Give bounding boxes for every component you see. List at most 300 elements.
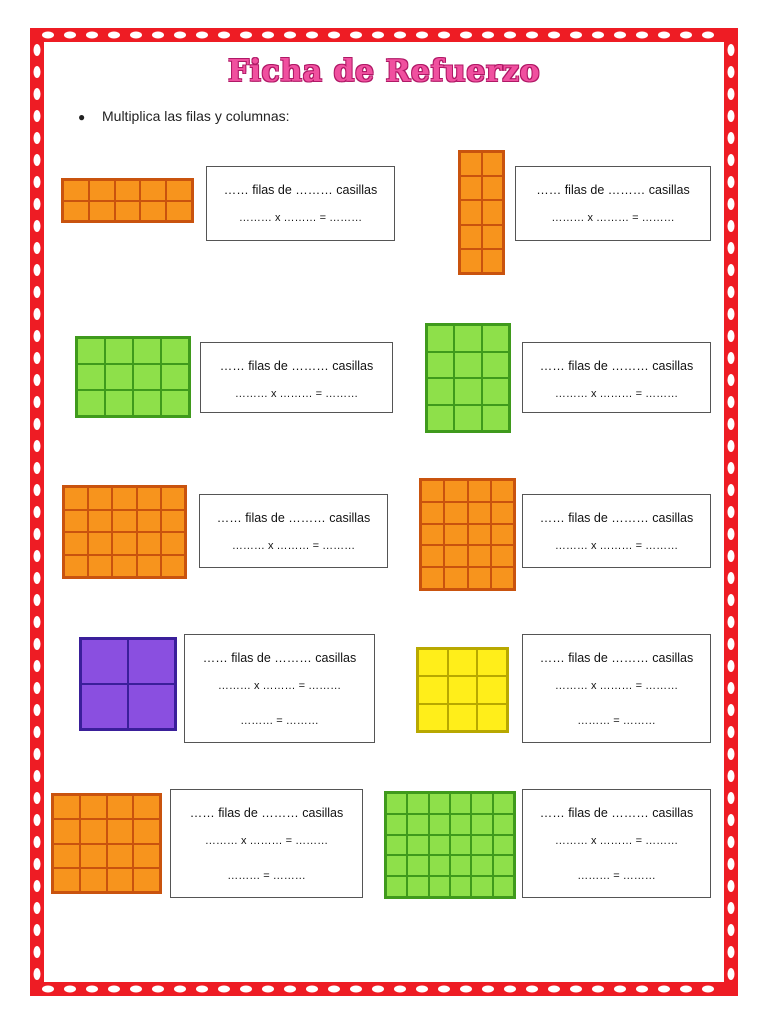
grid-cell xyxy=(386,876,407,897)
border-dot xyxy=(262,32,274,39)
border-dot xyxy=(636,986,648,993)
grid-cell xyxy=(482,378,509,405)
grid-cell xyxy=(450,814,471,835)
grid-cell xyxy=(482,352,509,379)
grid-cell xyxy=(88,555,112,578)
border-dot xyxy=(34,616,41,628)
border-dot xyxy=(728,374,735,386)
grid-cell xyxy=(471,855,492,876)
border-dot xyxy=(728,418,735,430)
result-line: ……… = ……… xyxy=(227,870,306,882)
border-dot xyxy=(482,986,494,993)
border-dot xyxy=(482,32,494,39)
border-dot xyxy=(728,924,735,936)
border-dot xyxy=(416,986,428,993)
rows-of-cells-text: …… filas de ……… casillas xyxy=(216,511,371,525)
grid-cell xyxy=(429,814,450,835)
border-dot xyxy=(34,330,41,342)
border-dot xyxy=(728,814,735,826)
border-dot xyxy=(34,220,41,232)
grid-cell xyxy=(477,676,507,703)
border-dot xyxy=(728,682,735,694)
rows-of-cells-text: …… filas de ……… casillas xyxy=(539,651,694,665)
border-dot xyxy=(196,986,208,993)
border-dot xyxy=(64,986,76,993)
answer-card xyxy=(522,634,711,743)
rows-of-cells-text: …… filas de ……… casillas xyxy=(536,183,690,197)
grid-cell xyxy=(454,405,481,432)
grid-cell xyxy=(491,524,514,546)
border-dot xyxy=(350,32,362,39)
grid-cell xyxy=(105,364,133,390)
border-dot xyxy=(728,792,735,804)
grid-cell xyxy=(81,639,128,684)
border-dot xyxy=(42,32,54,39)
grid-cell xyxy=(450,793,471,814)
border-dot xyxy=(614,986,626,993)
grid-cell xyxy=(482,249,504,273)
border-dot xyxy=(34,858,41,870)
border-dot xyxy=(34,946,41,958)
bullet-icon: ● xyxy=(78,110,86,124)
grid-cell xyxy=(81,684,128,729)
border-dot xyxy=(728,836,735,848)
border-dot xyxy=(592,986,604,993)
grid-cell xyxy=(53,844,80,868)
border-dot xyxy=(570,986,582,993)
grid-cell xyxy=(80,795,107,819)
multiplication-line: ……… x ……… = ……… xyxy=(217,680,342,692)
border-dot xyxy=(728,660,735,672)
grid-cell xyxy=(88,487,112,510)
grid-cell xyxy=(468,524,491,546)
grid-cell xyxy=(112,510,136,533)
border-dot xyxy=(728,506,735,518)
grid-cell xyxy=(107,819,134,843)
grid-cell xyxy=(427,352,454,379)
grid-cell xyxy=(133,364,161,390)
grid-cell xyxy=(53,868,80,892)
multiplication-grid xyxy=(458,150,505,275)
grid-cell xyxy=(448,704,478,731)
grid-cell xyxy=(477,649,507,676)
grid-cell xyxy=(427,405,454,432)
grid-cell xyxy=(53,795,80,819)
answer-card xyxy=(184,634,375,743)
border-dot xyxy=(728,330,735,342)
border-dot xyxy=(42,986,54,993)
border-dot xyxy=(728,220,735,232)
border-dot xyxy=(130,986,142,993)
answer-card xyxy=(522,342,711,413)
multiplication-line: ……… x ……… = ……… xyxy=(231,540,356,552)
grid-cell xyxy=(112,555,136,578)
grid-cell xyxy=(53,819,80,843)
grid-cell xyxy=(133,844,160,868)
border-dot xyxy=(728,154,735,166)
border-dot xyxy=(438,32,450,39)
border-dot xyxy=(34,374,41,386)
grid-cell xyxy=(80,844,107,868)
grid-cell xyxy=(64,487,88,510)
border-dot xyxy=(570,32,582,39)
border-dot xyxy=(728,616,735,628)
border-dot xyxy=(34,506,41,518)
border-dot xyxy=(306,986,318,993)
border-dot xyxy=(34,880,41,892)
grid-cell xyxy=(444,545,467,567)
grid-cell xyxy=(493,835,514,856)
border-dot xyxy=(34,836,41,848)
grid-cell xyxy=(161,555,185,578)
grid-cell xyxy=(471,793,492,814)
border-dot xyxy=(34,396,41,408)
grid-cell xyxy=(444,502,467,524)
border-dot xyxy=(108,986,120,993)
multiplication-line: ……… x ……… = ……… xyxy=(238,212,363,224)
grid-cell xyxy=(460,249,482,273)
border-dot xyxy=(728,528,735,540)
grid-cell xyxy=(137,510,161,533)
grid-cell xyxy=(482,152,504,176)
grid-cell xyxy=(77,390,105,416)
border-dot xyxy=(262,986,274,993)
multiplication-line: ……… x ……… = ……… xyxy=(554,680,679,692)
border-dot xyxy=(34,594,41,606)
grid-cell xyxy=(137,532,161,555)
grid-cell xyxy=(407,793,428,814)
border-dot xyxy=(728,198,735,210)
border-dot xyxy=(372,986,384,993)
grid-cell xyxy=(471,814,492,835)
grid-cell xyxy=(429,855,450,876)
border-dot xyxy=(728,594,735,606)
grid-cell xyxy=(112,487,136,510)
border-dot xyxy=(658,986,670,993)
grid-cell xyxy=(112,532,136,555)
border-dot xyxy=(728,572,735,584)
border-dot xyxy=(64,32,76,39)
border-dot xyxy=(460,32,472,39)
grid-cell xyxy=(140,180,166,201)
grid-cell xyxy=(421,545,444,567)
grid-cell xyxy=(140,201,166,222)
grid-cell xyxy=(429,876,450,897)
grid-cell xyxy=(80,819,107,843)
grid-cell xyxy=(444,567,467,589)
border-dot xyxy=(284,32,296,39)
border-dot xyxy=(284,986,296,993)
border-dot xyxy=(240,986,252,993)
grid-cell xyxy=(407,814,428,835)
rows-of-cells-text: …… filas de ……… casillas xyxy=(202,651,357,665)
border-dot xyxy=(416,32,428,39)
border-dot xyxy=(196,32,208,39)
border-dot xyxy=(728,902,735,914)
grid-cell xyxy=(105,338,133,364)
grid-cell xyxy=(450,876,471,897)
grid-cell xyxy=(137,555,161,578)
grid-cell xyxy=(107,795,134,819)
instruction-text: Multiplica las filas y columnas: xyxy=(102,108,290,124)
grid-cell xyxy=(407,835,428,856)
grid-cell xyxy=(421,567,444,589)
grid-cell xyxy=(482,176,504,200)
border-dot xyxy=(34,440,41,452)
grid-cell xyxy=(89,180,115,201)
grid-cell xyxy=(482,405,509,432)
grid-cell xyxy=(421,524,444,546)
border-dot xyxy=(702,986,714,993)
border-dot xyxy=(728,462,735,474)
border-dot xyxy=(34,924,41,936)
grid-cell xyxy=(161,364,189,390)
multiplication-grid xyxy=(75,336,191,418)
grid-cell xyxy=(133,338,161,364)
border-dot xyxy=(728,176,735,188)
grid-cell xyxy=(427,378,454,405)
grid-cell xyxy=(115,180,141,201)
grid-cell xyxy=(491,567,514,589)
border-dot xyxy=(34,748,41,760)
grid-cell xyxy=(77,338,105,364)
border-dot xyxy=(548,986,560,993)
page-title: Ficha de Refuerzo xyxy=(227,54,541,89)
border-dot xyxy=(108,32,120,39)
grid-cell xyxy=(161,487,185,510)
border-dot xyxy=(86,32,98,39)
grid-cell xyxy=(105,390,133,416)
grid-cell xyxy=(128,684,175,729)
border-dot xyxy=(34,88,41,100)
answer-card xyxy=(199,494,388,568)
grid-cell xyxy=(493,814,514,835)
grid-cell xyxy=(407,855,428,876)
grid-cell xyxy=(450,855,471,876)
grid-cell xyxy=(407,876,428,897)
border-dot xyxy=(34,528,41,540)
multiplication-grid xyxy=(419,478,516,591)
grid-cell xyxy=(493,876,514,897)
grid-cell xyxy=(161,510,185,533)
grid-cell xyxy=(161,338,189,364)
grid-cell xyxy=(448,676,478,703)
answer-card xyxy=(206,166,395,241)
multiplication-grid xyxy=(51,793,162,894)
border-dot xyxy=(328,32,340,39)
grid-cell xyxy=(429,835,450,856)
result-line: ……… = ……… xyxy=(240,715,319,727)
grid-cell xyxy=(468,480,491,502)
grid-cell xyxy=(64,532,88,555)
border-dot xyxy=(728,638,735,650)
grid-cell xyxy=(460,225,482,249)
border-dot xyxy=(34,968,41,980)
border-dot xyxy=(394,986,406,993)
grid-cell xyxy=(491,502,514,524)
border-dot xyxy=(34,308,41,320)
border-dot xyxy=(34,792,41,804)
grid-cell xyxy=(107,844,134,868)
border-dot xyxy=(34,682,41,694)
border-dot xyxy=(34,264,41,276)
multiplication-grid xyxy=(425,323,511,433)
grid-cell xyxy=(63,180,89,201)
grid-cell xyxy=(468,502,491,524)
multiplication-line: ……… x ……… = ……… xyxy=(204,835,329,847)
border-dot xyxy=(34,198,41,210)
grid-cell xyxy=(444,480,467,502)
border-dot xyxy=(34,770,41,782)
grid-cell xyxy=(482,200,504,224)
border-dot xyxy=(328,986,340,993)
multiplication-grid xyxy=(61,178,194,223)
grid-cell xyxy=(427,325,454,352)
border-dot xyxy=(526,986,538,993)
border-dot xyxy=(130,32,142,39)
border-dot xyxy=(614,32,626,39)
border-dot xyxy=(174,32,186,39)
grid-cell xyxy=(64,555,88,578)
border-dot xyxy=(152,986,164,993)
border-dot xyxy=(702,32,714,39)
grid-cell xyxy=(448,649,478,676)
border-dot xyxy=(728,264,735,276)
grid-cell xyxy=(161,390,189,416)
border-dot xyxy=(728,770,735,782)
border-dot xyxy=(152,32,164,39)
border-dot xyxy=(728,968,735,980)
answer-card xyxy=(170,789,363,898)
border-dot xyxy=(728,726,735,738)
answer-card xyxy=(522,789,711,898)
answer-card xyxy=(200,342,393,413)
grid-cell xyxy=(477,704,507,731)
border-dot xyxy=(728,132,735,144)
border-dot xyxy=(728,242,735,254)
multiplication-line: ……… x ……… = ……… xyxy=(234,388,359,400)
border-dot xyxy=(34,352,41,364)
grid-cell xyxy=(454,325,481,352)
grid-cell xyxy=(386,793,407,814)
grid-cell xyxy=(418,676,448,703)
grid-cell xyxy=(491,545,514,567)
grid-cell xyxy=(133,868,160,892)
grid-cell xyxy=(63,201,89,222)
grid-cell xyxy=(77,364,105,390)
border-dot xyxy=(728,550,735,562)
border-dot xyxy=(728,308,735,320)
border-dot xyxy=(728,484,735,496)
border-dot xyxy=(34,418,41,430)
border-dot xyxy=(680,986,692,993)
result-line: ……… = ……… xyxy=(577,870,656,882)
grid-cell xyxy=(133,390,161,416)
border-dot xyxy=(34,176,41,188)
border-dot xyxy=(34,660,41,672)
grid-cell xyxy=(421,502,444,524)
border-dot xyxy=(34,154,41,166)
grid-cell xyxy=(454,352,481,379)
grid-cell xyxy=(421,480,444,502)
border-dot xyxy=(240,32,252,39)
grid-cell xyxy=(493,855,514,876)
border-dot xyxy=(218,986,230,993)
border-dot xyxy=(548,32,560,39)
grid-cell xyxy=(418,704,448,731)
border-dot xyxy=(218,32,230,39)
grid-cell xyxy=(115,201,141,222)
border-dot xyxy=(728,110,735,122)
grid-cell xyxy=(418,649,448,676)
multiplication-line: ……… x ……… = ……… xyxy=(554,540,679,552)
multiplication-grid xyxy=(384,791,516,899)
border-dot xyxy=(728,88,735,100)
grid-cell xyxy=(386,814,407,835)
border-dot xyxy=(34,462,41,474)
grid-cell xyxy=(88,532,112,555)
border-dot xyxy=(728,748,735,760)
rows-of-cells-text: …… filas de ……… casillas xyxy=(539,359,694,373)
multiplication-line: ……… x ……… = ……… xyxy=(554,835,679,847)
grid-cell xyxy=(482,225,504,249)
grid-cell xyxy=(468,545,491,567)
border-dot xyxy=(658,32,670,39)
border-dot xyxy=(728,352,735,364)
grid-cell xyxy=(133,819,160,843)
border-dot xyxy=(728,946,735,958)
grid-cell xyxy=(89,201,115,222)
border-dot xyxy=(34,286,41,298)
grid-cell xyxy=(471,835,492,856)
result-line: ……… = ……… xyxy=(577,715,656,727)
rows-of-cells-text: …… filas de ……… casillas xyxy=(539,511,694,525)
border-dot xyxy=(592,32,604,39)
grid-cell xyxy=(386,855,407,876)
border-dot xyxy=(34,484,41,496)
border-dot xyxy=(34,242,41,254)
border-dot xyxy=(372,32,384,39)
grid-cell xyxy=(493,793,514,814)
multiplication-line: ……… x ……… = ……… xyxy=(551,212,675,224)
grid-cell xyxy=(429,793,450,814)
multiplication-line: ……… x ……… = ……… xyxy=(554,388,679,400)
border-dot xyxy=(728,858,735,870)
grid-cell xyxy=(88,510,112,533)
grid-cell xyxy=(107,868,134,892)
rows-of-cells-text: …… filas de ……… casillas xyxy=(223,183,378,197)
border-dot xyxy=(86,986,98,993)
grid-cell xyxy=(471,876,492,897)
grid-cell xyxy=(64,510,88,533)
grid-cell xyxy=(454,378,481,405)
grid-cell xyxy=(450,835,471,856)
grid-cell xyxy=(460,152,482,176)
grid-cell xyxy=(482,325,509,352)
border-dot xyxy=(34,132,41,144)
border-dot xyxy=(394,32,406,39)
border-dot xyxy=(34,814,41,826)
grid-cell xyxy=(166,180,192,201)
border-dot xyxy=(460,986,472,993)
grid-cell xyxy=(468,567,491,589)
grid-cell xyxy=(137,487,161,510)
border-dot xyxy=(34,704,41,716)
border-dot xyxy=(34,550,41,562)
grid-cell xyxy=(133,795,160,819)
grid-cell xyxy=(128,639,175,684)
border-dot xyxy=(34,638,41,650)
